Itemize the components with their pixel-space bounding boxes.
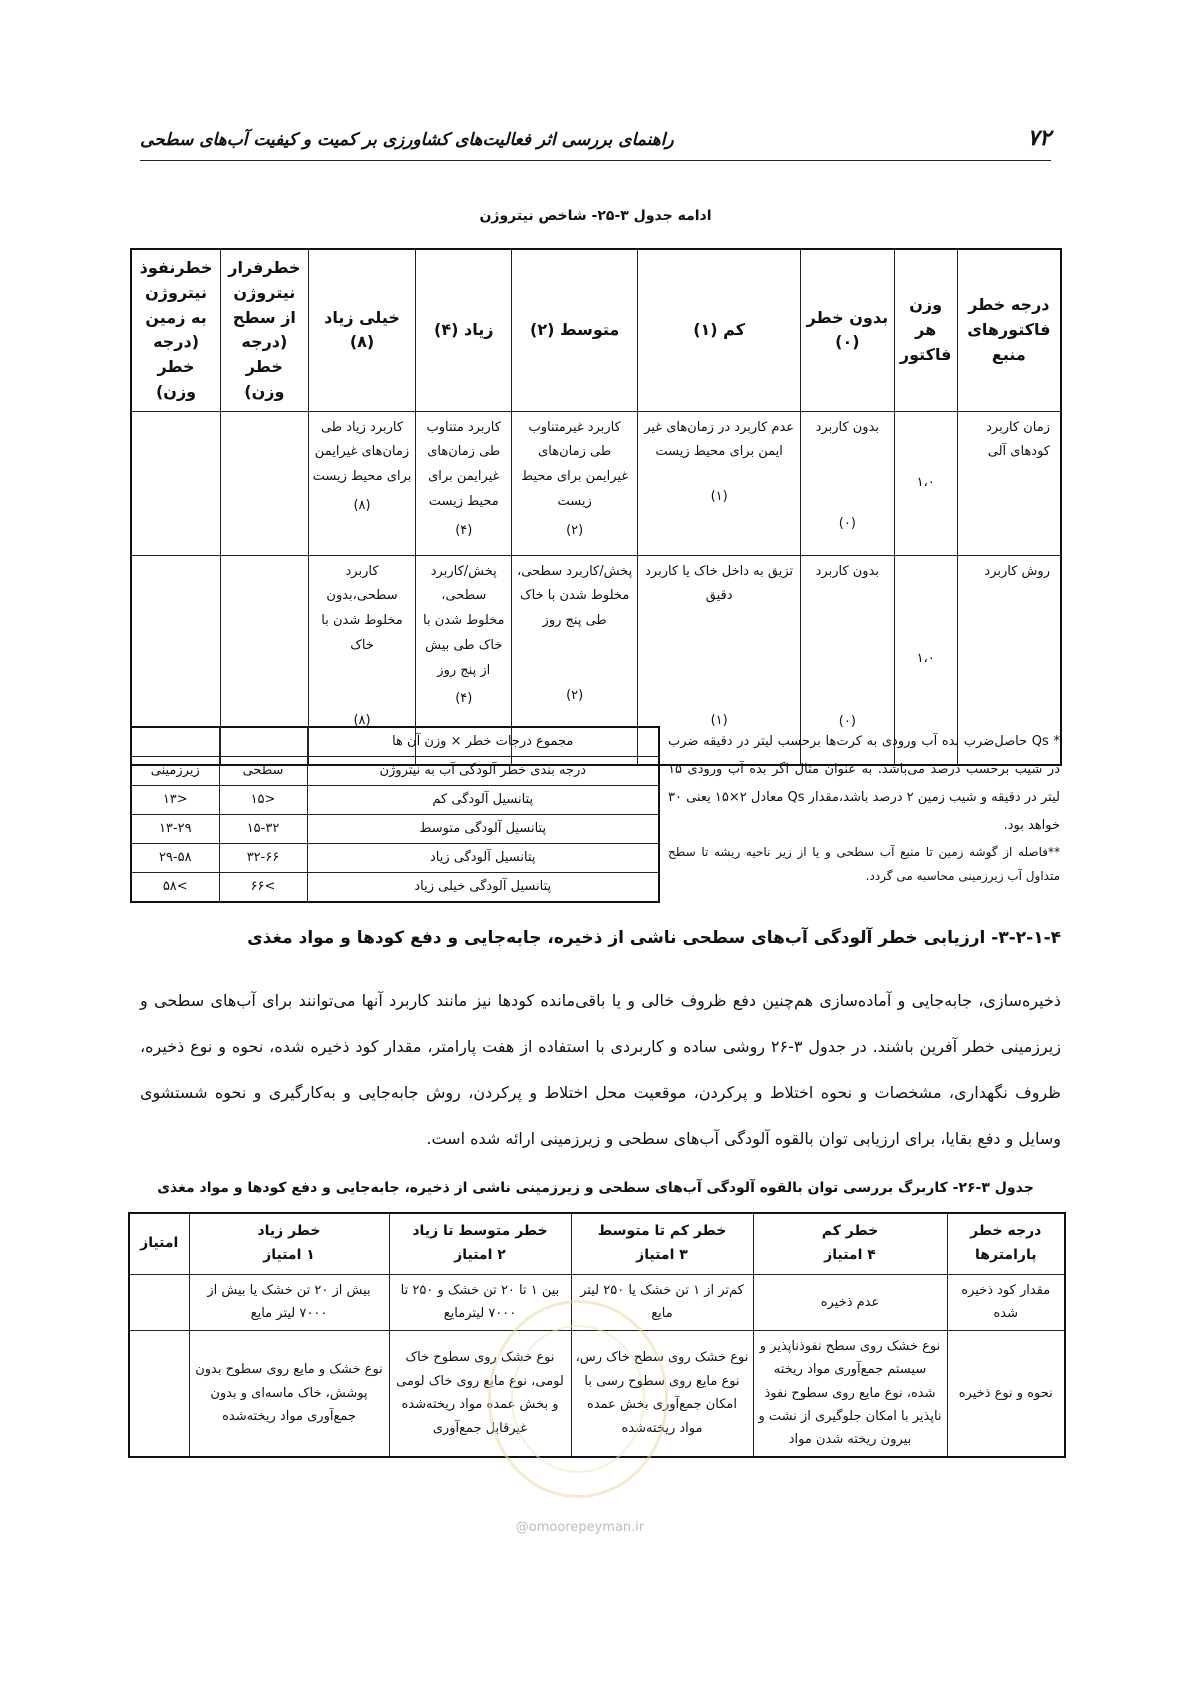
cell-score: (۸) (353, 712, 371, 728)
cell-score: (۰) (838, 714, 856, 730)
footnote-distance: **فاصله از گوشه زمین تا منبع آب سطحی و یا از زیر ناحیه ریشه تا سطح متداول آب زیرزمینی محاسبه می گردد. (668, 845, 1060, 883)
low-risk-cell: نوع خشک روی سطح نفوذناپذیر و سیستم جمع‌آوری مواد ریخته شده، نوع مایع روی سطوح نفوذ ناپذیر با امکان جلوگیری از نشت و بیرون ریخته شدن مواد (753, 1330, 947, 1456)
grade-surface: سطحی (219, 757, 307, 786)
nitrogen-index-table (130, 248, 1062, 766)
at-icon: @ (515, 1520, 529, 1535)
page-number: ۷۲ (1027, 126, 1051, 151)
col-header-weight: وزن هر فاکتور (894, 249, 957, 411)
param-cell: مقدار کود ذخیره شده (947, 1275, 1065, 1331)
col-header-parameters (947, 1213, 1065, 1275)
col-header-low-medium-risk (571, 1213, 753, 1275)
cell-score: (۰) (838, 516, 856, 532)
weight-cell: ۱،۰ (894, 411, 957, 555)
col-header-score: امتیاز (129, 1213, 189, 1275)
header-line: پارامترها (975, 1247, 1037, 1263)
weight-cell: ۱،۰ (894, 555, 957, 765)
grade-surface: ۱۵-۳۲ (219, 815, 307, 844)
cell-score: (۴) (455, 691, 473, 707)
header-line: خطر کم (821, 1223, 879, 1240)
very-high-cell (308, 411, 416, 555)
volatilization-cell (221, 411, 309, 555)
grade-surface: ۳۲-۶۶ (219, 844, 307, 873)
watermark-seal (488, 1300, 668, 1498)
col-header-volatilization: خطرفرار نیتروژن از سطح (درجه خطر وزن) (221, 249, 309, 411)
cell-text: عدم کاربرد در زمان‌های غیر ایمن برای محیط زیست (644, 419, 795, 460)
factor-cell: زمان کاربرد کودهای آلی (957, 411, 1061, 555)
cell-text: کاربرد متناوب طی زمان‌های غیرایمن برای محیط زیست (426, 419, 501, 509)
col-header-low: کم (۱) (638, 249, 801, 411)
cell-score: (۱) (710, 713, 728, 729)
factor-cell: روش کاربرد (957, 555, 1061, 765)
col-header-medium-high-risk (389, 1213, 571, 1275)
medium-cell (512, 411, 638, 555)
pollution-grading-table (130, 726, 660, 903)
score-cell (129, 1330, 189, 1456)
col-header-very-high: خیلی زیاد (۸) (308, 249, 416, 411)
low-medium-cell: نوع خشک روی سطح خاک رس، نوع مایع روی سطوح رسی با امکان جمع‌آوری بخش عمده مواد ریخته‌شده (571, 1330, 753, 1456)
footnote-qs: * Qs حاصل‌ضرب بده آب ورودی به کرت‌ها برحسب لیتر در دقیقه ضرب در شیب برحسب درصد می‌باشد. به عنوان مثال اگر بده آب ورودی ۱۵ لیتر در دقیقه و شیب زمین ۲ درصد باشد،مقدار Qs معادل ۲×۱۵ یعنی ۳۰ خواهد بود. (668, 734, 1060, 833)
grade-label: پتانسیل آلودگی کم (307, 786, 659, 815)
none-cell (801, 411, 895, 555)
param-cell: نحوه و نوع ذخیره (947, 1330, 1065, 1456)
grade-surface: <۱۵ (219, 786, 307, 815)
low-cell (638, 411, 801, 555)
table26-header-row (129, 1213, 1065, 1275)
watermark-site (470, 1520, 690, 1535)
cell-text: پخش/کاربرد سطحی، مخلوط شدن با خاک طی بیش از پنج روز (423, 563, 505, 678)
header-line: خطر کم تا متوسط (597, 1223, 727, 1240)
col-header-high: زیاد (۴) (416, 249, 512, 411)
header-line: درجه خطر (970, 1223, 1042, 1240)
cell-text: بدون کاربرد (815, 563, 880, 579)
grade-surface (219, 727, 307, 757)
low-medium-cell: کم‌تر از ۱ تن خشک یا ۲۵۰ لیتر مایع (571, 1275, 753, 1331)
running-title: راهنمای بررسی اثر فعالیت‌های کشاورزی بر کمیت و کیفیت آب‌های سطحی (140, 130, 674, 150)
grade-ground: زیرزمینی (131, 757, 219, 786)
table-row (131, 873, 659, 903)
cell-score: (۴) (455, 522, 473, 538)
cell-text: پخش/کاربرد سطحی، مخلوط شدن با خاک طی پنج روز (517, 563, 633, 629)
header-line: ۱ امتیاز (263, 1247, 315, 1263)
table25-caption: ادامه جدول ۳-۲۵- شاخص نیتروژن (479, 208, 712, 224)
grade-ground: ۱۳-۲۹ (131, 815, 219, 844)
cell-score: (۸) (353, 497, 371, 513)
high-risk-cell: نوع خشک و مایع روی سطوح بدون پوشش، خاک ماسه‌ای و بدون جمع‌آوری مواد ریخته‌شده (189, 1330, 389, 1456)
col-header-risk-factor: درجه خطر فاکتورهای منبع (957, 249, 1061, 411)
table-row (131, 411, 1061, 555)
grade-label: درجه بندی خطر آلودگی آب به نیتروژن (307, 757, 659, 786)
table-footnotes (668, 728, 1060, 888)
table-row (131, 786, 659, 815)
low-risk-cell: عدم ذخیره (753, 1275, 947, 1331)
cell-score: (۲) (566, 687, 584, 703)
grade-ground (131, 727, 219, 757)
header-line: ۳ امتیاز (636, 1247, 688, 1263)
col-header-low-risk (753, 1213, 947, 1275)
cell-score: (۱) (710, 489, 728, 505)
medium-high-cell: بین ۱ تا ۲۰ تن خشک و ۲۵۰ تا ۷۰۰۰ لیترمایع (389, 1275, 571, 1331)
section-heading: ۳-۲-۱-۴- ارزیابی خطر آلودگی آب‌های سطحی ناشی از ذخیره، جابه‌جایی و دفع کودها و مواد مغذی (247, 928, 1061, 948)
table-row (131, 815, 659, 844)
table26-caption: جدول ۳-۲۶- کاربرگ بررسی توان بالقوه آلودگی آب‌های سطحی و زیرزمینی ناشی از ذخیره، جابه‌جایی و دفع کودها و مواد مغذی (157, 1180, 1034, 1196)
watermark-seal-inner (511, 1325, 645, 1473)
table-row (131, 844, 659, 873)
grade-ground: ۲۹-۵۸ (131, 844, 219, 873)
header-line: ۴ امتیاز (824, 1247, 876, 1263)
medium-high-cell: نوع خشک روی سطوح خاک لومی، نوع مایع روی خاک لومی و بخش عمده مواد ریخته‌شده غیرقابل جمع‌آوری (389, 1330, 571, 1456)
page-header (140, 120, 1051, 161)
watermark-site-text: omoorepeyman.ir (528, 1520, 645, 1535)
cell-text: تزیق به داخل خاک یا کاربرد دقیق (645, 563, 794, 604)
grade-label: پتانسیل آلودگی خیلی زیاد (307, 873, 659, 903)
cell-text: کاربرد زیاد طی زمان‌های غیرایمن برای محیط زیست (312, 419, 412, 485)
grade-surface: >۶۶ (219, 873, 307, 903)
col-header-medium: متوسط (۲) (512, 249, 638, 411)
cell-text: کاربرد سطحی،بدون مخلوط شدن با خاک (321, 563, 403, 653)
grade-ground: <۱۳ (131, 786, 219, 815)
high-risk-cell: بیش از ۲۰ تن خشک یا بیش از ۷۰۰۰ لیتر مایع (189, 1275, 389, 1331)
high-cell (416, 411, 512, 555)
leaching-cell (131, 411, 221, 555)
table25-header-row (131, 249, 1061, 411)
body-paragraph: ذخیره‌سازی، جابه‌جایی و آماده‌سازی هم‌چنین دفع ظروف خالی و یا باقی‌مانده کودها نیز مانند کاربرد آنها می‌توانند برای آب‌های سطحی و زیرزمینی خطر آفرین باشند. در جدول ۳-۲۶ روشی ساده و کاربردی با استفاده از هفت پارامتر، مقدار کود ذخیره شده، نحوه و نوع ذخیره، ظروف نگهداری، مشخصات و نحوه اختلاط و پرکردن، موقعیت محل اختلاط و پرکردن، روش جابه‌جایی و به‌کارگیری و نحوه شستشوی وسایل و دفع بقایا، برای ارزیابی توان بالقوه آلودگی آب‌های سطحی و زیرزمینی ارائه شده است. (140, 991, 1062, 1148)
col-header-high-risk (189, 1213, 389, 1275)
table-row (131, 757, 659, 786)
header-line: ۲ امتیاز (454, 1247, 506, 1263)
cell-text: بدون کاربرد (815, 419, 880, 435)
cell-text: کاربرد غیرمتناوب طی زمان‌های غیرایمن برای محیط زیست (521, 419, 629, 509)
grade-ground: >۵۸ (131, 873, 219, 903)
table-row (131, 727, 659, 757)
col-header-none: بدون خطر (۰) (801, 249, 895, 411)
grade-label: پتانسیل آلودگی زیاد (307, 844, 659, 873)
header-line: خطر زیاد (257, 1223, 321, 1240)
grade-label: مجموع درجات خطر × وزن آن ها (307, 727, 659, 757)
grade-label: پتانسیل آلودگی متوسط (307, 815, 659, 844)
cell-score: (۲) (566, 522, 584, 538)
col-header-leaching: خطرنفوذ نیتروژن به زمین (درجه خطر وزن) (131, 249, 221, 411)
score-cell (129, 1275, 189, 1331)
header-line: خطر متوسط تا زیاد (412, 1223, 548, 1240)
